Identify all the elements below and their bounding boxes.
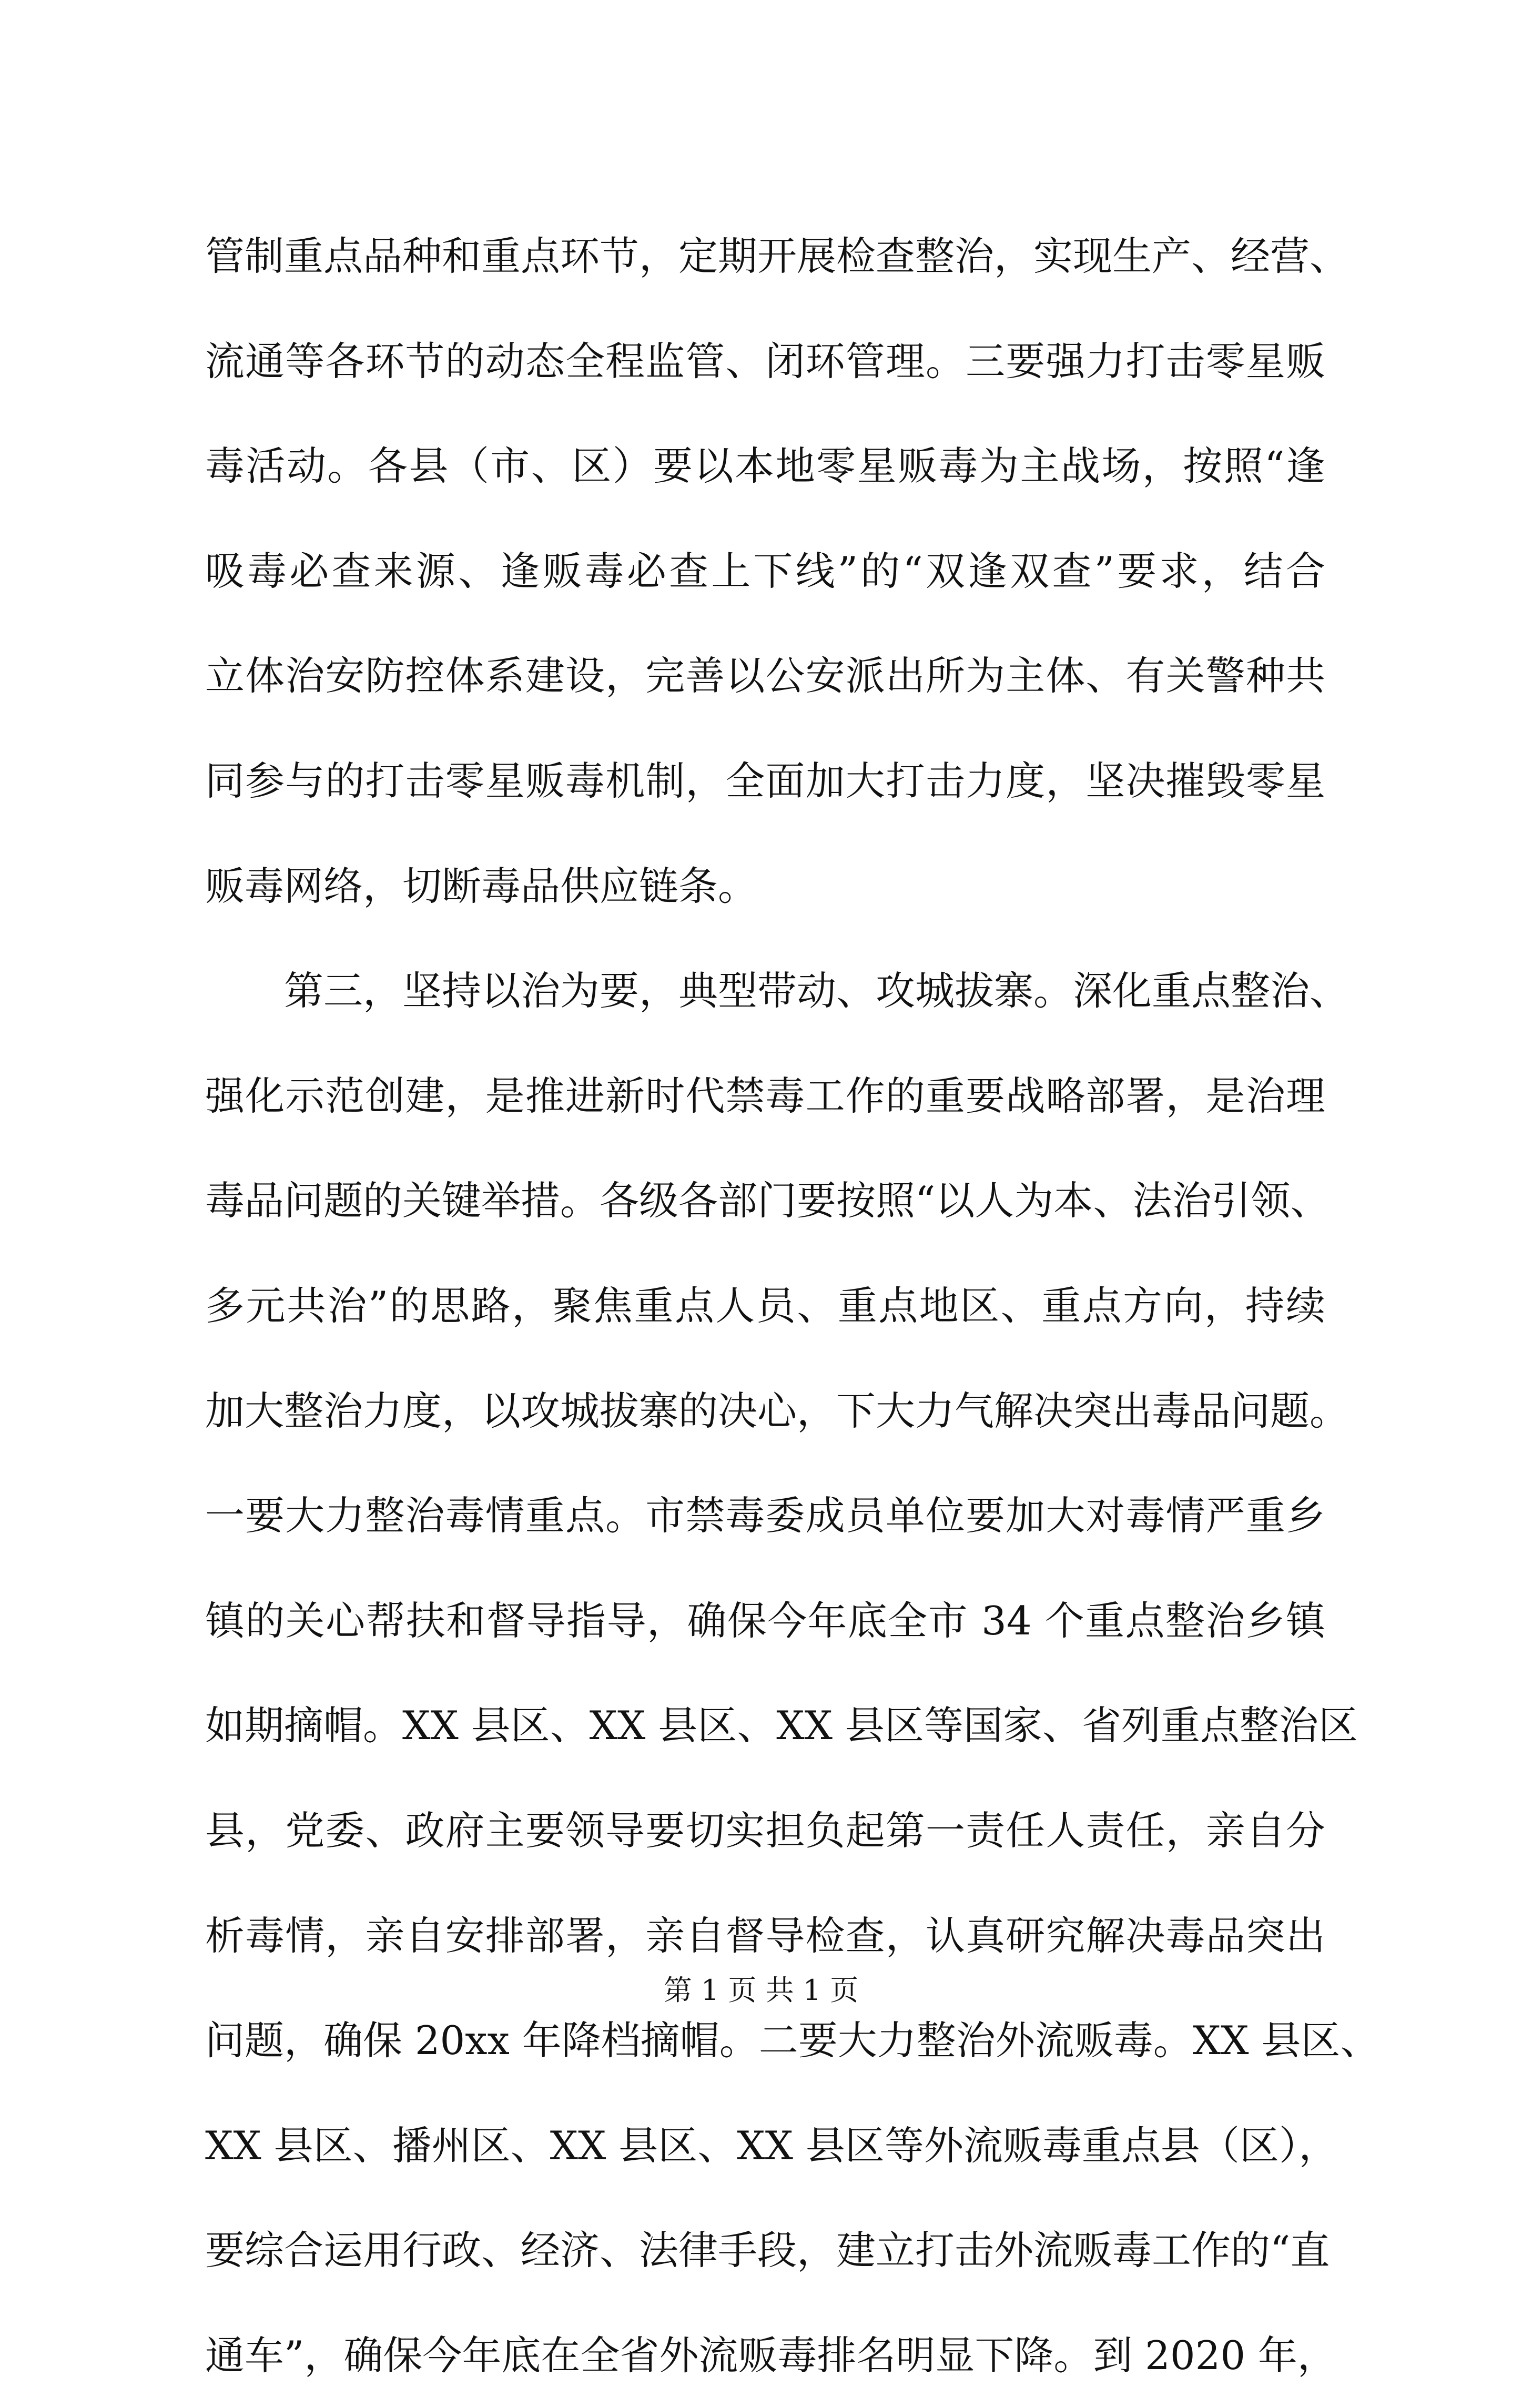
text-line: 多元共治”的思路，聚焦重点人员、重点地区、重点方向，持续 [205,1282,1325,1329]
text-line: 要综合运用行政、经济、法律手段，建立打击外流贩毒工作的“直 [205,2227,1330,2274]
body-text [205,204,1380,2408]
page-footer: 第 1 页 共 1 页 [663,1974,859,2007]
text-line: 一要大力整治毒情重点。市禁毒委成员单位要加大对毒情严重乡 [205,1492,1325,1539]
text-line: 毒活动。各县（市、区）要以本地零星贩毒为主战场，按照“逢 [205,443,1325,490]
paragraph-start-line: 第三，坚持以治为要，典型带动、攻城拔寨。深化重点整治、 [284,968,1349,1014]
text-line: 流通等各环节的动态全程监管、闭环管理。三要强力打击零星贩 [205,338,1325,384]
text-line: XX 县区、播州区、XX 县区、XX 县区等外流贩毒重点县（区）， [205,2122,1338,2169]
text-line: 如期摘帽。XX 县区、XX 县区、XX 县区等国家、省列重点整治区 [205,1702,1358,1749]
text-line: 问题，确保 20xx 年降档摘帽。二要大力整治外流贩毒。XX 县区、 [205,2017,1380,2064]
text-line: 立体治安防控体系建设，完善以公安派出所为主体、有关警种共 [205,653,1325,699]
text-line: 吸毒必查来源、逢贩毒必查上下线”的“双逢双查”要求，结合 [205,547,1325,594]
text-line: 加大整治力度，以攻城拔寨的决心，下大力气解决突出毒品问题。 [205,1387,1349,1434]
text-line: 强化示范创建，是推进新时代禁毒工作的重要战略部署，是治理 [205,1072,1325,1119]
text-line: 毒品问题的关键举措。各级各部门要按照“以人为本、法治引领、 [205,1177,1330,1224]
text-line: 析毒情，亲自安排部署，亲自督导检查，认真研究解决毒品突出 [205,1912,1325,1959]
text-line: 贩毒网络，切断毒品供应链条。 [205,862,758,909]
text-line: 同参与的打击零星贩毒机制，全面加大打击力度，坚决摧毁零星 [205,757,1325,804]
text-line: 通车”，确保今年底在全省外流贩毒排名明显下降。到 2020 年， [205,2332,1337,2379]
text-line: 管制重点品种和重点环节，定期开展检查整治，实现生产、经营、 [205,233,1349,279]
text-line: 镇的关心帮扶和督导指导，确保今年底全市 34 个重点整治乡镇 [205,1597,1325,1644]
text-line: 县，党委、政府主要领导要切实担负起第一责任人责任，亲自分 [205,1807,1325,1854]
